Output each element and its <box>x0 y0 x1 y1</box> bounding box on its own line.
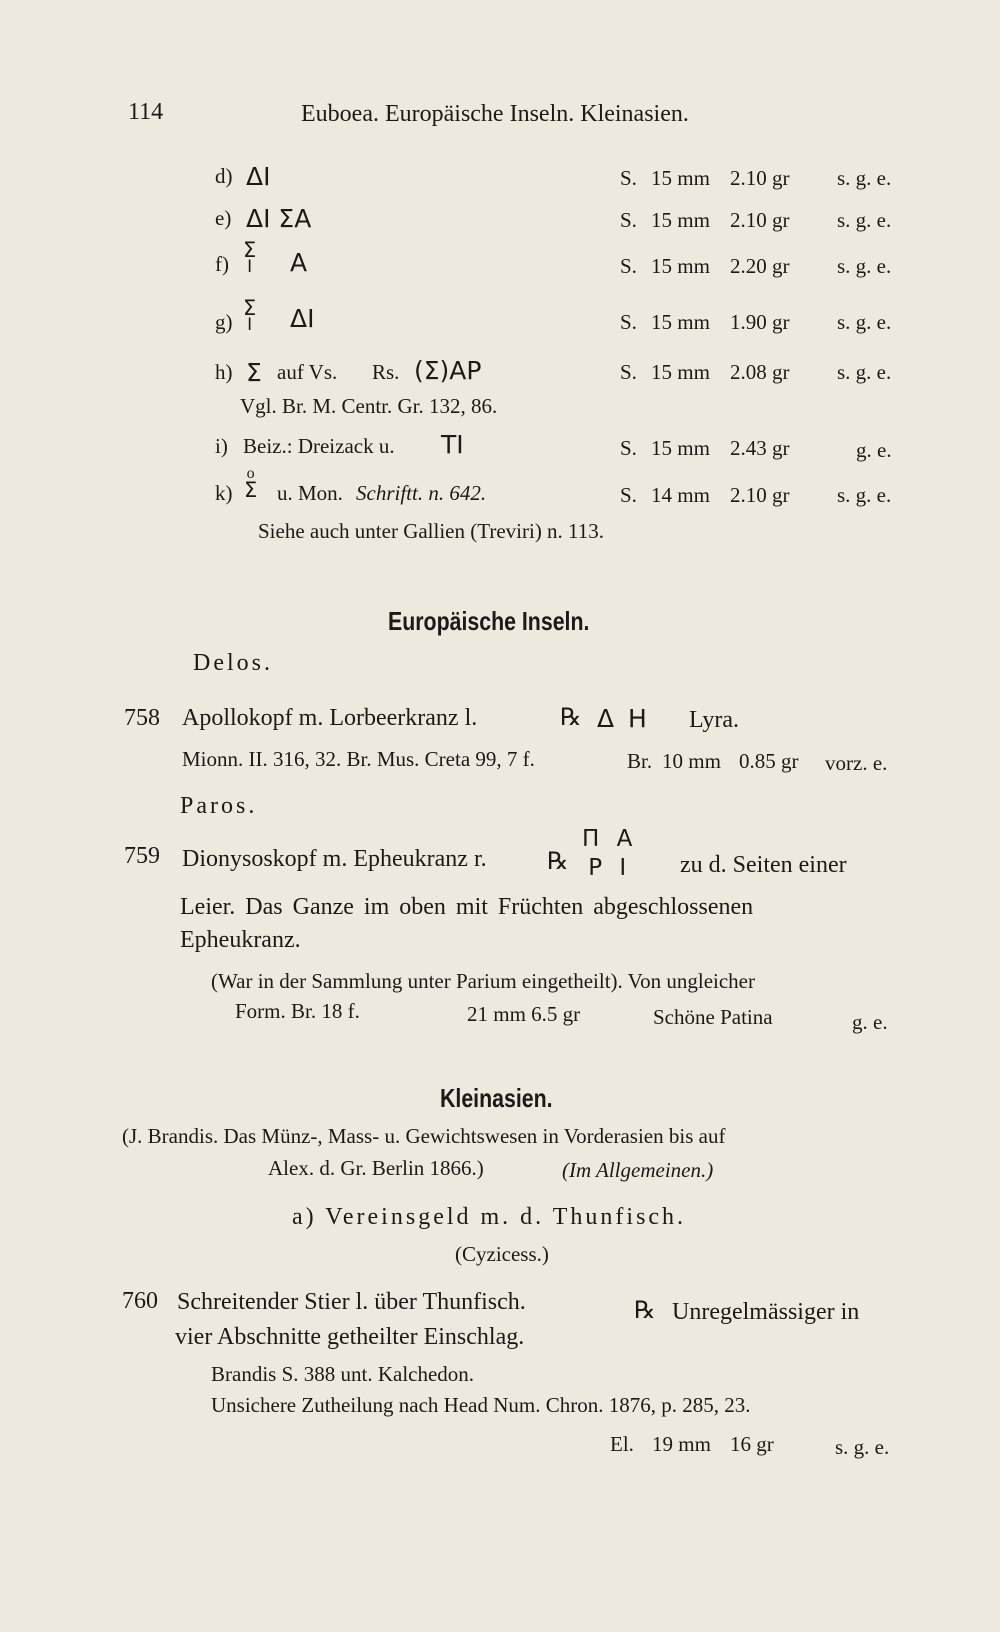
greek-monogram <box>244 466 257 501</box>
greek-legend: ΤΙ <box>441 430 464 459</box>
metal: S. <box>620 360 637 384</box>
monogram-bottom: Ι <box>247 315 253 335</box>
reference-line: (J. Brandis. Das Münz-, Mass- u. Gewichtswesen in Vorderasien bis auf <box>122 1124 726 1148</box>
description-continued: zu d. Seiten einer <box>680 852 847 878</box>
weight: 2.10 gr <box>730 208 790 232</box>
reverse-sign: ℞ <box>547 849 569 875</box>
greek-legend: (Σ)ΑΡ <box>414 356 482 385</box>
catalogue-number: 760 <box>122 1288 158 1314</box>
metal: S. <box>620 483 637 507</box>
obverse-description: Dionysoskopf m. Epheukranz r. <box>182 846 487 872</box>
sub-heading-place: (Cyzicess.) <box>455 1242 549 1266</box>
weight: 1.90 gr <box>730 310 790 334</box>
metal: S. <box>620 310 637 334</box>
description: Beiz.: Dreizack u. <box>243 434 395 458</box>
reverse-description: Lyra. <box>689 707 739 733</box>
diameter: 15 mm <box>651 310 710 334</box>
greek-monogram <box>243 298 256 334</box>
entry-label: e) <box>215 206 232 230</box>
reverse-description: Unregelmässiger in <box>672 1299 860 1325</box>
diameter: 19 mm <box>652 1432 711 1456</box>
description-line: Leier. Das Ganze im oben mit Früchten abgeschlossenen <box>180 894 754 920</box>
metal: El. <box>610 1432 634 1456</box>
monogram-bottom: Ι <box>247 257 253 277</box>
place-heading-delos: Delos. <box>193 650 273 676</box>
weight: 2.10 gr <box>730 166 790 190</box>
reverse-note: Rs. <box>372 360 400 384</box>
weight: 16 gr <box>730 1432 774 1456</box>
reference-italic: (Im Allgemeinen.) <box>562 1158 714 1182</box>
entry-label: i) <box>215 434 228 458</box>
reverse-sign: ℞ <box>560 705 582 731</box>
diameter: 15 mm <box>651 360 710 384</box>
dimensions: 21 mm 6.5 gr <box>467 1002 581 1026</box>
weight: 0.85 gr <box>739 749 799 773</box>
entry-label: f) <box>215 252 229 276</box>
diameter: 15 mm <box>651 436 710 460</box>
entry-label: h) <box>215 360 233 384</box>
reference-italic: Schriftt. n. 642. <box>356 481 487 505</box>
obverse-description: Schreitender Stier l. über Thunfisch. <box>177 1289 526 1315</box>
diameter: 10 mm <box>662 749 721 773</box>
diameter: 14 mm <box>651 483 710 507</box>
greek-monogram <box>582 828 632 880</box>
reverse-sign: ℞ <box>634 1298 656 1324</box>
reference: Mionn. II. 316, 32. Br. Mus. Creta 99, 7 f. <box>182 747 535 771</box>
patina-note: Schöne Patina <box>653 1005 773 1029</box>
condition: s. g. e. <box>837 360 892 384</box>
condition: s. g. e. <box>837 208 892 232</box>
catalogue-number: 759 <box>124 843 160 869</box>
condition: s. g. e. <box>835 1435 890 1459</box>
cross-reference: Siehe auch unter Gallien (Treviri) n. 113. <box>258 519 605 543</box>
greek-legend: Δ Η <box>597 704 647 733</box>
metal: S. <box>620 254 637 278</box>
entry-label: d) <box>215 164 233 188</box>
condition: s. g. e. <box>837 254 892 278</box>
condition: g. e. <box>852 1010 888 1034</box>
condition: vorz. e. <box>825 751 888 775</box>
greek-legend: Σ <box>246 358 262 387</box>
condition: s. g. e. <box>837 310 892 334</box>
reference-line: Alex. d. Gr. Berlin 1866.) <box>268 1156 484 1180</box>
section-heading: Europäische Inseln. <box>388 606 590 636</box>
note-line: Unsichere Zutheilung nach Head Num. Chron. 1876, p. 285, 23. <box>211 1393 751 1417</box>
monogram-top: o <box>246 465 255 482</box>
greek-legend: ΔΙ <box>290 304 315 333</box>
weight: 2.20 gr <box>730 254 790 278</box>
monogram-top: Σ <box>243 238 257 262</box>
diameter: 15 mm <box>651 166 710 190</box>
weight: 2.08 gr <box>730 360 790 384</box>
page-number: 114 <box>128 99 164 125</box>
place-heading-paros: Paros. <box>180 793 258 819</box>
obverse-note: auf Vs. <box>277 360 338 384</box>
metal: Br. <box>627 749 653 773</box>
diameter: 15 mm <box>651 208 710 232</box>
reference-note: Vgl. Br. M. Centr. Gr. 132, 86. <box>240 394 498 418</box>
metal: S. <box>620 166 637 190</box>
greek-legend: ΔΙ <box>246 162 271 191</box>
legend-bottom: Ρ Ι <box>588 855 627 881</box>
metal: S. <box>620 436 637 460</box>
description-line: Epheukranz. <box>180 927 301 953</box>
condition: s. g. e. <box>837 483 892 507</box>
obverse-description: Apollokopf m. Lorbeerkranz l. <box>182 705 478 731</box>
legend-top: Π Α <box>582 826 633 852</box>
weight: 2.10 gr <box>730 483 790 507</box>
catalogue-number: 758 <box>124 705 160 731</box>
diameter: 15 mm <box>651 254 710 278</box>
condition: g. e. <box>856 438 892 462</box>
condition: s. g. e. <box>837 166 892 190</box>
metal: S. <box>620 208 637 232</box>
monogram-top: Σ <box>243 296 257 320</box>
running-title: Euboea. Europäische Inseln. Kleinasien. <box>301 101 689 127</box>
greek-monogram <box>243 240 256 276</box>
monogram-bottom: Σ <box>244 478 258 502</box>
note-line: (War in der Sammlung unter Parium eingetheilt). Von ungleicher <box>211 969 755 993</box>
weight: 2.43 gr <box>730 436 790 460</box>
greek-legend: Α <box>290 248 308 277</box>
note-line: Brandis S. 388 unt. Kalchedon. <box>211 1362 475 1386</box>
section-heading: Kleinasien. <box>440 1083 553 1113</box>
entry-label: g) <box>215 310 233 334</box>
sub-heading: a) Vereinsgeld m. d. Thunfisch. <box>292 1204 687 1230</box>
description-line: vier Abschnitte getheilter Einschlag. <box>175 1324 525 1350</box>
note-line: Form. Br. 18 f. <box>235 999 360 1023</box>
greek-legend: ΔΙ ΣΑ <box>246 204 312 233</box>
description: u. Mon. <box>277 481 343 505</box>
entry-label: k) <box>215 481 233 505</box>
